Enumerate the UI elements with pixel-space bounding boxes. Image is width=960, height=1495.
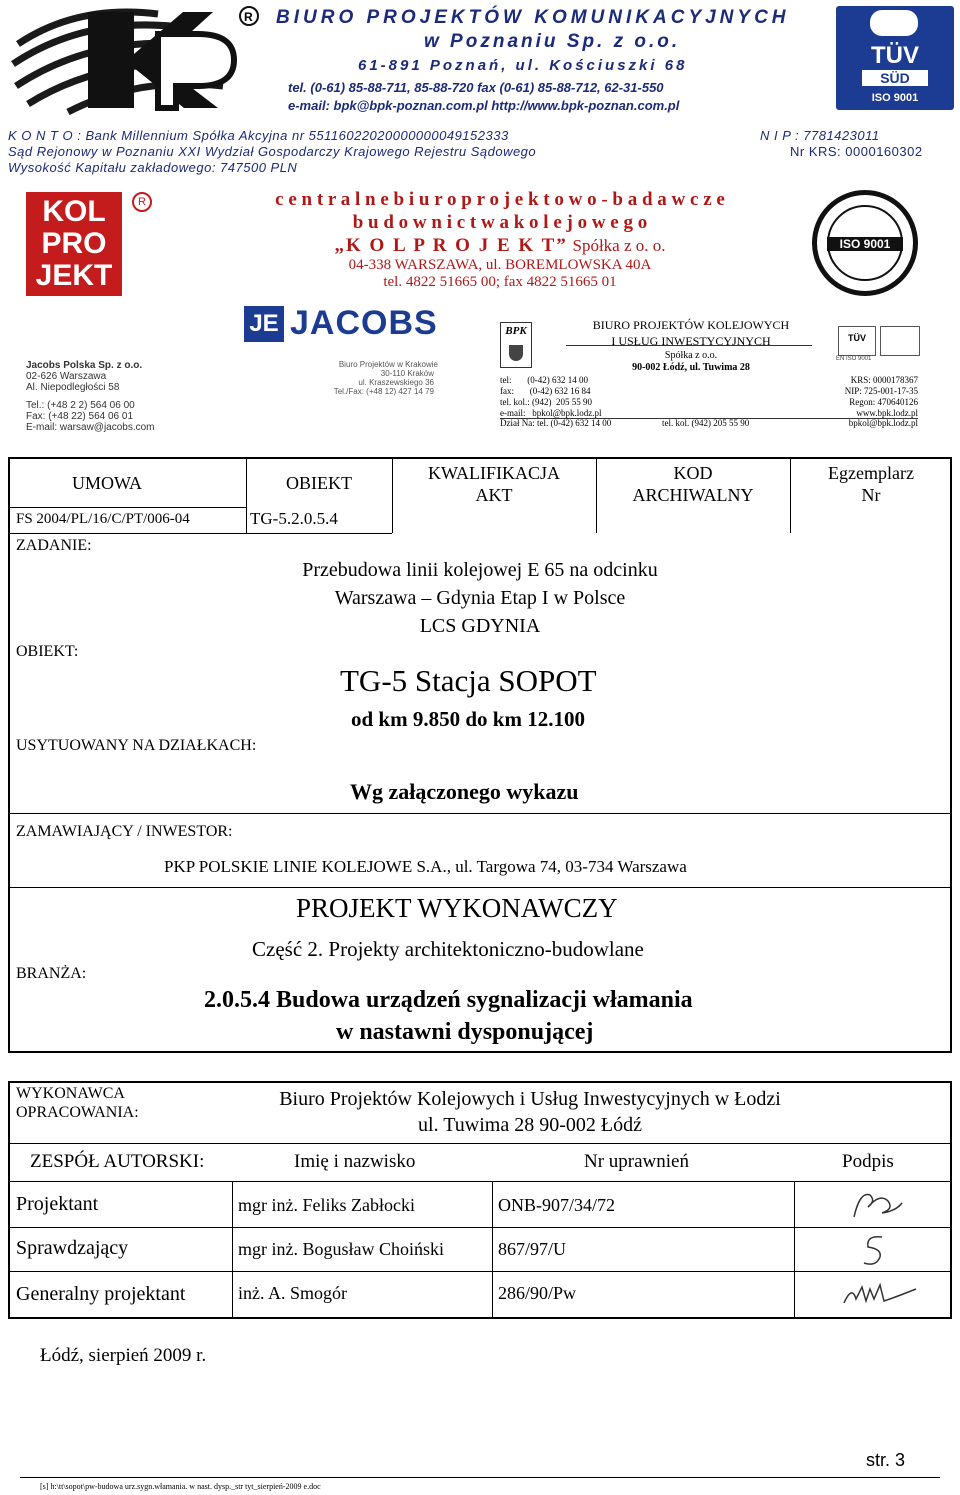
projekt-title: PROJEKT WYKONAWCZY	[296, 893, 618, 923]
authors-row-line-3	[10, 1227, 950, 1228]
author-name: mgr inż. Feliks Zabłocki	[238, 1195, 415, 1215]
authors-row-line-1	[10, 1143, 950, 1144]
form-col-line-1	[246, 459, 247, 533]
zadanie-label: ZADANIE:	[16, 537, 92, 554]
kolprojekt-logo-line3: JEKT	[35, 259, 113, 292]
authors-row-line-4	[10, 1271, 950, 1272]
author-nr: 867/97/U	[498, 1239, 567, 1259]
kolprojekt-line3	[230, 235, 770, 257]
bpk-lodz-name4: 90-002 Łódź, ul. Tuwima 28	[632, 362, 750, 373]
jacobs-addr2: Al. Niepodległości 58	[26, 382, 120, 393]
obiekt-code: TG-5.2.0.5.4	[250, 509, 338, 528]
dzialki-value: Wg załączonego wykazu	[350, 779, 579, 804]
jacobs-company: Jacobs Polska Sp. z o.o.	[26, 360, 143, 371]
bpk-lodz-cert-second	[880, 326, 920, 356]
company-name-line1: BIURO PROJEKTÓW KOMUNIKACYJNYCH	[276, 7, 790, 28]
jacobs-office3: ul. Kraszewskiego 36	[358, 378, 434, 387]
kolprojekt-legal-form: Spółka z o. o.	[572, 236, 666, 255]
wykonawca-line2: ul. Tuwima 28 90-002 Łódź	[418, 1114, 642, 1136]
company-phones: tel. (0-61) 85-88-711, 85-88-720 fax (0-61) 85-88-712, 62-31-550	[288, 80, 664, 95]
page-number: str. 3	[866, 1450, 906, 1470]
kolprojekt-phone: tel. 4822 51665 00; fax 4822 51665 01	[383, 274, 617, 290]
kod-line1: KOD	[673, 463, 713, 483]
header-imie: Imię i nazwisko	[294, 1151, 416, 1172]
jacobs-email: E-mail: warsaw@jacobs.com	[26, 422, 155, 433]
nip: N I P : 7781423011	[760, 128, 880, 143]
company-name-line2: w Poznaniu Sp. z o.o.	[424, 31, 681, 52]
bpk-lodz-tel: tel: (0-42) 632 14 00	[500, 375, 588, 385]
bpk-lodz-www: www.bpk.lodz.pl	[856, 408, 918, 418]
header-nr: Nr uprawnień	[584, 1151, 689, 1172]
zamawiajacy-label: ZAMAWIAJĄCY / INWESTOR:	[16, 823, 233, 840]
umowa-value: FS 2004/PL/16/C/PT/006-04	[16, 511, 190, 527]
author-name: mgr inż. Bogusław Choiński	[238, 1239, 444, 1259]
zadanie-line3: LCS GDYNIA	[419, 615, 541, 637]
wykonawca-label-1: WYKONAWCA	[16, 1085, 125, 1102]
author-nr: ONB-907/34/72	[498, 1195, 615, 1215]
bpk-lodz-telkol: tel. kol.: (942) 205 55 90	[500, 397, 592, 407]
bpk-lodz-logo-text: BPK	[505, 325, 527, 337]
dzialki-label: USYTUOWANY NA DZIAŁKACH:	[16, 737, 257, 754]
czesc-title: Część 2. Projekty architektoniczno-budowlane	[252, 937, 644, 961]
registered-mark-icon: R	[132, 192, 152, 212]
bpk-lodz-name1: BIURO PROJEKTÓW KOLEJOWYCH	[592, 318, 790, 332]
obiekt-label: OBIEKT:	[16, 643, 79, 660]
title-form	[8, 457, 952, 1053]
wykonawca-line1: Biuro Projektów Kolejowych i Usług Inwestycyjnych w Łodzi	[279, 1088, 781, 1110]
author-name: inż. A. Smogór	[238, 1283, 348, 1303]
obiekt-header: OBIEKT	[286, 473, 352, 493]
header-zespol: ZESPÓŁ AUTORSKI:	[30, 1151, 205, 1172]
bpk-lodz-divider	[566, 345, 812, 346]
kolprojekt-line1: c e n t r a l n e b i u r o p r o j e k t o w o - b a d a w c z e	[275, 189, 725, 210]
obiekt-title: TG-5 Stacja SOPOT	[340, 663, 597, 698]
jacobs-logo-text: JACOBS	[290, 304, 438, 342]
kwalifikacja-line2: AKT	[475, 485, 513, 505]
sud-text: SÜD	[862, 70, 928, 86]
jacobs-fax: Fax: (+48 22) 564 06 01	[26, 411, 134, 422]
bpk-lodz-logo	[500, 322, 532, 368]
kolprojekt-logo-line2: PRO	[41, 227, 107, 260]
umowa-label: UMOWA	[72, 473, 142, 493]
author-role: Sprawdzający	[16, 1237, 129, 1259]
signature-icon	[840, 1277, 920, 1313]
tuv-octagon-icon	[870, 10, 918, 36]
bpk-lodz-name2: I USŁUG INWESTYCYJNYCH	[611, 334, 771, 348]
kolprojekt-logo-line1: KOL	[42, 195, 106, 228]
jacobs-addr1: 02-626 Warszawa	[26, 371, 107, 382]
author-role: Projektant	[16, 1193, 99, 1215]
kolprojekt-address: 04-338 WARSZAWA, ul. BOREMLOWSKA 40A	[348, 257, 652, 273]
svg-text:R: R	[244, 10, 253, 24]
author-role: Generalny projektant	[16, 1283, 186, 1305]
egzemplarz-line2: Nr	[861, 485, 881, 505]
jacobs-tel: Tel.: (+48 2 2) 564 06 00	[26, 400, 135, 411]
company-address: 61-891 Poznań, ul. Kościuszki 68	[358, 57, 688, 74]
authors-row-line-2	[10, 1181, 950, 1182]
bpk-lodz-cert-tuv-text: TÜV	[848, 333, 866, 343]
iso-text: ISO 9001	[871, 92, 919, 104]
file-path: [s] h:\tt\sopot\pw-budowa urz.sygn.włamania. w nast. dysp._str tyt_sierpień-2009 e.doc	[40, 1482, 321, 1491]
kolprojekt-name: „K O L P R O J E K T”	[334, 235, 568, 256]
form-row-line-1	[10, 507, 246, 508]
place-date: Łódź, sierpień 2009 r.	[40, 1345, 207, 1366]
branza-line1: 2.0.5.4 Budowa urządzeń sygnalizacji włamania	[204, 987, 693, 1013]
bpk-logo	[8, 4, 264, 116]
bpk-lodz-fax: fax: (0-42) 632 16 84	[500, 386, 591, 396]
capital: Wysokość Kapitału zakładowego: 747500 PLN	[8, 160, 298, 175]
zamawiajacy-value: PKP POLSKIE LINIE KOLEJOWE S.A., ul. Targowa 74, 03-734 Warszawa	[164, 857, 687, 876]
bpk-lodz-email2: bpkol@bpk.lodz.pl	[848, 418, 918, 428]
bpk-lodz-name3: Spółka z o.o.	[664, 350, 718, 361]
kwalifikacja-line1: KWALIFIKACJA	[428, 463, 560, 483]
bank-account: K O N T O : Bank Millennium Spółka Akcyjna nr 55116022020000000049152333	[8, 128, 509, 143]
author-nr: 286/90/Pw	[498, 1283, 577, 1303]
egzemplarz-line1: Egzemplarz	[828, 463, 914, 483]
iso-seal-text: ISO 9001	[827, 237, 903, 251]
kolprojekt-line2: b u d o w n i c t w a k o l e j o w e g o	[352, 212, 648, 233]
zadanie-line2: Warszawa – Gdynia Etap I w Polsce	[334, 587, 626, 609]
zadanie-line1: Przebudowa linii kolejowej E 65 na odcinku	[302, 559, 658, 581]
obiekt-km: od km 9.850 do km 12.100	[351, 707, 585, 731]
signature-icon	[856, 1231, 896, 1271]
jacobs-office2: 30-110 Kraków	[380, 369, 434, 378]
authors-col-line-3	[794, 1181, 795, 1317]
bpk-lodz-krs: KRS: 0000178367	[850, 375, 918, 385]
jacobs-office1: Biuro Projektów w Krakowie	[338, 360, 438, 369]
emblem-icon	[509, 345, 523, 361]
branza-line2: w nastawni dysponującej	[336, 1019, 594, 1045]
bpk-lodz-cert-tuv	[838, 326, 876, 356]
bpk-lodz-regon: Regon: 470640126	[849, 397, 918, 407]
bpk-lodz-cert-iso: EN ISO 9001	[836, 356, 872, 362]
bpk-lodz-nip: NIP: 725-001-17-35	[844, 386, 918, 396]
header-podpis: Podpis	[842, 1151, 894, 1172]
footer-rule	[20, 1477, 940, 1478]
krs: Nr KRS: 0000160302	[790, 144, 923, 159]
authors-table	[8, 1081, 952, 1319]
authors-col-line-2	[492, 1181, 493, 1317]
iso-seal	[812, 190, 918, 296]
company-email-web: e-mail: bpk@bpk-poznan.com.pl http://www.bpk-poznan.com.pl	[288, 98, 680, 113]
branza-label: BRANŻA:	[16, 965, 87, 982]
kod-line2: ARCHIWALNY	[632, 485, 754, 505]
court-registry: Sąd Rejonowy w Poznaniu XXI Wydział Gospodarczy Krajowego Rejestru Sądowego	[8, 144, 537, 159]
form-row-line-3	[10, 813, 950, 814]
kolprojekt-logo	[26, 192, 122, 296]
bpk-lodz-email: e-mail: bpkol@bpk.lodz.pl	[500, 408, 602, 418]
signature-icon	[846, 1187, 906, 1223]
bpk-lodz-dzial: Dział Na: tel. (0-42) 632 14 00	[500, 418, 612, 428]
wykonawca-label-2: OPRACOWANIA:	[16, 1104, 139, 1121]
tuv-text: TÜV	[871, 42, 919, 69]
jacobs-office4: Tel./Fax: (+48 12) 427 14 79	[333, 387, 434, 396]
tuv-badge	[836, 6, 954, 110]
jacobs-logo-mark: JE	[244, 306, 284, 342]
authors-col-line-1	[232, 1181, 233, 1317]
form-row-line-4	[10, 887, 950, 888]
form-row-line-2	[10, 533, 392, 534]
bpk-lodz-dzial-kol: tel. kol. (942) 205 55 90	[662, 418, 750, 428]
